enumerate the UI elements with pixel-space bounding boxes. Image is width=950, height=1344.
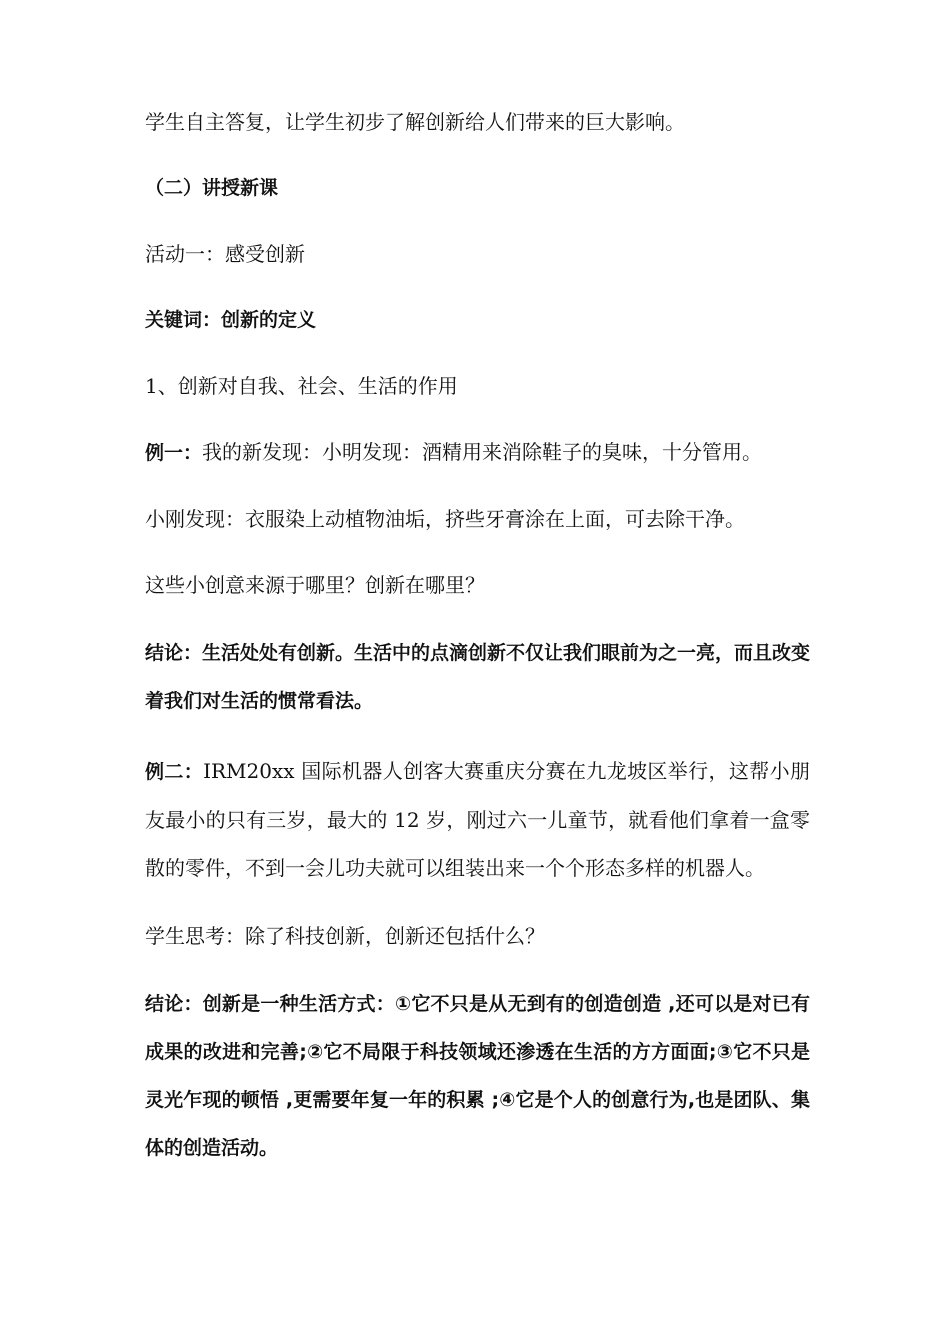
point-text: 1、创新对自我、社会、生活的作用	[145, 374, 458, 398]
point-heading	[145, 364, 810, 408]
conclusion-one	[145, 629, 810, 725]
document-body	[145, 100, 810, 1194]
question-text: 这些小创意来源于哪里？创新在哪里？	[145, 573, 485, 597]
thinking-text: 学生思考：除了科技创新，创新还包括什么？	[145, 924, 545, 948]
conclusion-two	[145, 980, 810, 1172]
example-one	[145, 430, 810, 475]
section-heading	[145, 166, 810, 210]
example-two	[145, 747, 810, 892]
keyword-text: 关键词：创新的定义	[145, 309, 317, 331]
example-one-continued	[145, 497, 810, 541]
keyword-line	[145, 298, 810, 342]
activity-title	[145, 232, 810, 276]
conclusion-text: 结论：生活处处有创新。生活中的点滴创新不仅让我们眼前为之一亮，而且改变着我们对生活的惯常看法。	[145, 642, 811, 712]
activity-text: 活动一：感受创新	[145, 242, 305, 266]
example-label: 例一：	[145, 442, 203, 464]
example-text: IRM20xx 国际机器人创客大赛重庆分赛在九龙坡区举行，这帮小朋友最小的只有三岁，最大的 12 岁，刚过六一儿童节，就看他们拿着一盒零散的零件，不到一会儿功夫就可以组装出来一个个形态多样的机器人。	[145, 759, 810, 880]
paragraph-text: 学生自主答复，让学生初步了解创新给人们带来的巨大影响。	[145, 110, 685, 134]
heading-text: （二）讲授新课	[145, 177, 279, 199]
student-thinking	[145, 914, 810, 958]
example-text: 我的新发现：小明发现：酒精用来消除鞋子的臭味，十分管用。	[202, 440, 763, 464]
intro-paragraph	[145, 100, 810, 144]
conclusion-text: 结论：创新是一种生活方式：①它不只是从无到有的创造创造 ,还可以是对已有成果的改进和完善;②它不局限于科技领域还渗透在生活的方方面面;③它不只是灵光乍现的顿悟 ,更需要年复一年的积累 ;④它是个人的创意行为,也是团队、集体的创造活动。	[145, 993, 810, 1159]
paragraph-text: 小刚发现：衣服染上动植物油垢，挤些牙膏涂在上面，可去除干净。	[145, 507, 745, 531]
question-line	[145, 563, 810, 607]
example-label: 例二：	[145, 761, 204, 783]
